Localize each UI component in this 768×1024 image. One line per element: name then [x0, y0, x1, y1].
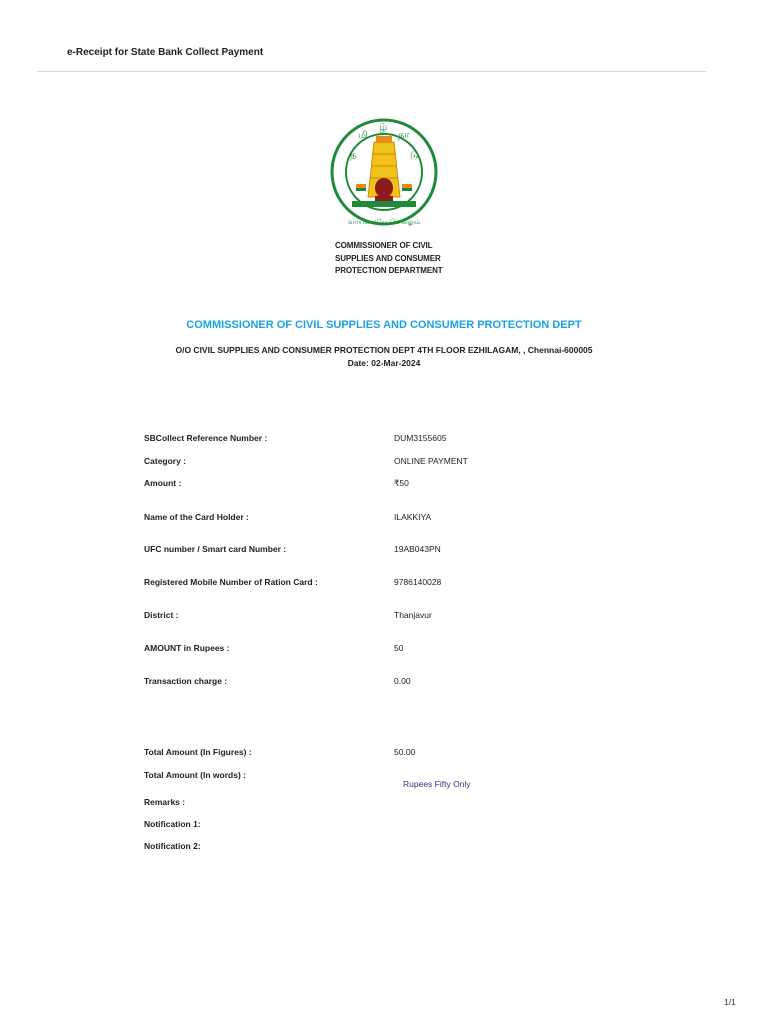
tamil-nadu-emblem-logo — [328, 112, 440, 236]
district-label: District : — [144, 610, 179, 620]
department-caption-line: PROTECTION DEPARTMENT — [335, 266, 443, 275]
total-figures-value: 50.00 — [394, 747, 416, 757]
transaction-charge-value: 0.00 — [394, 676, 411, 686]
ufc-number-value: 19AB043PN — [394, 544, 441, 554]
amount-label: Amount : — [144, 478, 182, 488]
total-figures-label: Total Amount (In Figures) : — [144, 747, 252, 757]
svg-text:டு: டு — [410, 150, 419, 161]
amount-in-rupees-label: AMOUNT in Rupees : — [144, 643, 230, 653]
department-caption-line: COMMISSIONER OF CIVIL — [335, 241, 433, 250]
mobile-number-value: 9786140028 — [394, 577, 442, 587]
card-holder-value: ILAKKIYA — [394, 512, 432, 522]
organization-address: O/O CIVIL SUPPLIES AND CONSUMER PROTECTION DEPT 4TH FLOOR EZHILAGAM, , Chennai-600005 — [175, 345, 593, 355]
svg-text:மி: மி — [358, 130, 368, 141]
amount-value: ₹50 — [394, 478, 409, 488]
department-caption — [335, 240, 443, 278]
card-holder-label: Name of the Card Holder : — [144, 512, 249, 522]
category-label: Category : — [144, 456, 187, 466]
svg-text:த: த — [350, 150, 357, 161]
svg-text:வாய்மையே வெல்லும்: வாய்மையே வெல்லும் — [348, 218, 421, 226]
amount-in-rupees-value: 50 — [394, 643, 404, 653]
organization-title: COMMISSIONER OF CIVIL SUPPLIES AND CONSUMER PROTECTION DEPT — [186, 319, 582, 331]
department-caption-line: SUPPLIES AND CONSUMER — [335, 253, 441, 263]
total-words-value: Rupees Fifty Only — [403, 779, 471, 789]
category-value: ONLINE PAYMENT — [394, 456, 468, 466]
total-words-label: Total Amount (In words) : — [144, 770, 246, 780]
reference-number-label: SBCollect Reference Number : — [144, 433, 268, 443]
district-value: Thanjavur — [394, 610, 432, 620]
transaction-charge-label: Transaction charge : — [144, 676, 228, 686]
svg-text:ழ்: ழ் — [379, 122, 388, 133]
notification-1-label: Notification 1: — [144, 819, 201, 829]
ufc-number-label: UFC number / Smart card Number : — [144, 544, 287, 554]
reference-number-value: DUM3155605 — [394, 433, 447, 443]
receipt-date: Date: 02-Mar-2024 — [347, 358, 421, 368]
header-divider — [37, 71, 706, 72]
svg-text:நா: நா — [398, 130, 410, 141]
remarks-label: Remarks : — [144, 797, 186, 807]
page-title: e-Receipt for State Bank Collect Payment — [67, 47, 264, 58]
notification-2-label: Notification 2: — [144, 841, 201, 851]
page-number: 1/1 — [724, 997, 736, 1007]
mobile-number-label: Registered Mobile Number of Ration Card : — [144, 577, 318, 587]
